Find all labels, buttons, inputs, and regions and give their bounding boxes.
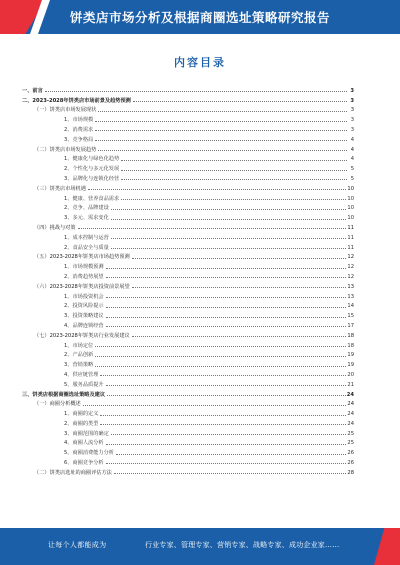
toc-leader-dots [111,209,347,210]
footer-banner [0,528,400,565]
toc-entry-page: 4 [350,136,354,143]
toc-heading: 内容目录 [174,56,226,69]
toc-entry-label: （二）饼类店市场发展趋势 [34,146,97,153]
toc-entry-label: 6、商圈竞争分析 [64,460,104,467]
toc-leader-dots [132,336,347,337]
toc-entry[interactable] [22,358,354,368]
toc-entry[interactable] [22,143,354,153]
toc-entry-label: 2、个性化与多元化发展 [64,166,120,173]
toc-entry-label: 2、竞争、品牌建设 [64,205,109,212]
toc-entry[interactable] [22,231,354,241]
toc-entry-page: 18 [347,342,354,349]
toc-entry[interactable] [22,407,354,417]
toc-leader-dots [95,130,347,131]
toc-entry[interactable] [22,456,354,466]
toc-entry-label: 4、商圈人流分析 [64,440,104,447]
toc-entry[interactable] [22,104,354,114]
toc-entry-page: 11 [347,224,354,231]
toc-entry-label: 二、2023-2028年饼类店市场前景及趋势预测 [22,97,131,104]
toc-entry-page: 19 [347,362,354,369]
toc-leader-dots [114,473,347,474]
toc-entry-label: 2、食品安全与质量 [64,244,109,251]
toc-entry[interactable] [22,300,354,310]
toc-entry-page: 26 [347,450,354,457]
toc-entry-label: 3、品牌化与连锁化经营 [64,175,120,182]
toc-leader-dots [133,101,347,102]
toc-entry-label: （七）2023-2028年饼类店行业发展建议 [34,332,130,339]
table-of-contents [22,84,354,476]
toc-entry[interactable] [22,251,354,261]
toc-entry[interactable] [22,270,354,280]
toc-entry-page: 26 [347,460,354,467]
toc-entry-page: 10 [347,215,354,222]
toc-entry-page: 11 [347,244,354,251]
toc-entry[interactable] [22,182,354,192]
footer-roles: 行业专家、管理专家、营销专家、战略专家、成功企业家…… [145,541,340,549]
toc-entry[interactable] [22,94,354,104]
toc-entry-page: 15 [347,313,354,320]
toc-entry-label: 4、供应链管理 [64,371,99,378]
toc-leader-dots [132,258,347,259]
toc-entry-page: 5 [350,175,354,182]
toc-entry-label: （五）2023-2028年饼类店市场趋势预测 [34,254,130,261]
toc-leader-dots [100,375,346,376]
toc-entry-page: 13 [347,293,354,300]
toc-entry-label: 1、市场规模 [64,117,94,124]
toc-entry-label: 3、投资策略建议 [64,313,104,320]
toc-entry[interactable] [22,427,354,437]
toc-entry-page: 3 [350,97,354,104]
toc-leader-dots [88,189,347,190]
toc-leader-dots [45,91,347,92]
toc-entry[interactable] [22,202,354,212]
toc-entry-page: 3 [350,117,354,124]
toc-leader-dots [106,307,347,308]
toc-entry-label: 2、产品创新 [64,352,94,359]
toc-entry-label: 3、多元、需求变化 [64,215,109,222]
toc-entry-label: 5、商圈消费能力分析 [64,450,114,457]
toc-leader-dots [121,199,346,200]
toc-leader-dots [100,424,346,425]
toc-leader-dots [111,248,347,249]
toc-entry[interactable] [22,437,354,447]
toc-entry[interactable] [22,221,354,231]
toc-entry[interactable] [22,84,354,94]
toc-leader-dots [111,219,347,220]
toc-entry-label: 3、营销策略 [64,362,94,369]
toc-entry-label: 3、商圈范围的确定 [64,430,109,437]
toc-leader-dots [106,297,347,298]
toc-entry[interactable] [22,368,354,378]
toc-leader-dots [95,346,346,347]
toc-leader-dots [83,405,347,406]
toc-entry-page: 3 [350,107,354,114]
toc-entry[interactable] [22,446,354,456]
toc-entry[interactable] [22,417,354,427]
toc-entry-label: 2、消费需求 [64,126,94,133]
toc-entry[interactable] [22,133,354,143]
toc-leader-dots [121,179,347,180]
toc-entry[interactable] [22,172,354,182]
toc-leader-dots [106,317,347,318]
toc-entry[interactable] [22,280,354,290]
toc-entry-page: 19 [347,352,354,359]
toc-leader-dots [121,170,347,171]
toc-leader-dots [95,140,347,141]
toc-entry-label: 2、消费趋势展望 [64,273,104,280]
toc-entry-label: 4、品牌连锁经营 [64,322,104,329]
toc-entry[interactable] [22,329,354,339]
toc-leader-dots [116,454,346,455]
toc-leader-dots [98,111,347,112]
toc-entry[interactable] [22,388,354,398]
toc-entry-label: 三、饼类店根据商圈选址策略及建议 [22,391,106,398]
toc-entry-label: 1、商圈的定义 [64,411,99,418]
toc-entry-label: （四）挑战与对策 [34,224,76,231]
toc-entry-page: 24 [346,391,354,398]
toc-leader-dots [95,121,347,122]
toc-entry[interactable] [22,319,354,329]
toc-entry-label: 1、健康、营养食品需求 [64,195,120,202]
toc-entry-page: 25 [347,430,354,437]
toc-leader-dots [111,238,347,239]
report-header-banner [0,0,400,34]
toc-entry[interactable] [22,378,354,388]
toc-leader-dots [106,326,347,327]
toc-entry-page: 12 [347,254,354,261]
toc-leader-dots [95,356,346,357]
toc-entry-page: 13 [347,283,354,290]
toc-entry-label: 2、商圈的类型 [64,420,99,427]
toc-entry[interactable] [22,211,354,221]
report-title: 饼类店市场分析及根据商圈选址策略研究报告 [70,10,331,25]
toc-leader-dots [121,160,347,161]
toc-entry-page: 24 [347,420,354,427]
toc-entry[interactable] [22,309,354,319]
toc-entry[interactable] [22,339,354,349]
toc-entry-label: （一）商圈分析概述 [34,401,81,408]
toc-entry[interactable] [22,162,354,172]
toc-entry-label: 一、前言 [22,87,43,94]
toc-entry-page: 14 [347,303,354,310]
toc-leader-dots [98,150,347,151]
toc-entry-page: 5 [350,166,354,173]
toc-entry[interactable] [22,398,354,408]
toc-entry-page: 28 [347,469,354,476]
toc-entry[interactable] [22,260,354,270]
toc-entry-page: 24 [347,401,354,408]
toc-entry-page: 18 [347,332,354,339]
toc-entry[interactable] [22,290,354,300]
toc-entry-label: （三）饼类店市场机遇 [34,185,86,192]
toc-entry-label: （六）2023-2028年饼类店投资前景展望 [34,283,130,290]
toc-leader-dots [78,228,347,229]
toc-leader-dots [106,385,347,386]
toc-entry-page: 12 [347,273,354,280]
toc-entry-page: 21 [347,381,354,388]
toc-entry-page: 25 [347,440,354,447]
toc-entry-page: 10 [347,205,354,212]
toc-entry[interactable] [22,241,354,251]
toc-entry-label: 1、市场定位 [64,342,94,349]
toc-entry-page: 4 [350,146,354,153]
toc-entry-page: 12 [347,264,354,271]
toc-leader-dots [106,444,347,445]
footer-slogan: 让每个人都能成为 [48,541,107,549]
toc-entry-page: 3 [350,87,354,94]
toc-leader-dots [132,287,347,288]
toc-leader-dots [100,415,346,416]
toc-entry-label: 1、市场投资机会 [64,293,104,300]
toc-entry-page: 10 [347,195,354,202]
toc-entry-page: 20 [347,371,354,378]
toc-entry-label: 3、竞争格局 [64,136,94,143]
toc-leader-dots [95,366,346,367]
toc-entry-page: 24 [347,411,354,418]
toc-entry-page: 3 [350,126,354,133]
toc-entry-label: 1、健康化与绿色化趋势 [64,156,120,163]
toc-entry-label: （二）饼类店选址的商圈评估方法 [34,469,112,476]
toc-leader-dots [106,268,347,269]
toc-leader-dots [106,463,347,464]
toc-entry-page: 11 [347,234,354,241]
toc-entry-page: 17 [347,322,354,329]
toc-leader-dots [106,277,347,278]
toc-entry-label: （一）饼类店市场发展现状 [34,107,97,114]
toc-entry[interactable] [22,192,354,202]
toc-entry-label: 5、服务品质提升 [64,381,104,388]
toc-entry[interactable] [22,123,354,133]
footer-red-accent [374,528,400,565]
toc-entry[interactable] [22,113,354,123]
toc-leader-dots [107,395,346,396]
toc-entry[interactable] [22,349,354,359]
toc-entry-page: 4 [350,156,354,163]
toc-leader-dots [111,434,347,435]
toc-entry[interactable] [22,466,354,476]
toc-entry[interactable] [22,153,354,163]
toc-entry-label: 1、成本控制与运营 [64,234,109,241]
toc-entry-page: 10 [347,185,354,192]
toc-entry-label: 2、投资风险提示 [64,303,104,310]
toc-entry-label: 1、市场规模预测 [64,264,104,271]
